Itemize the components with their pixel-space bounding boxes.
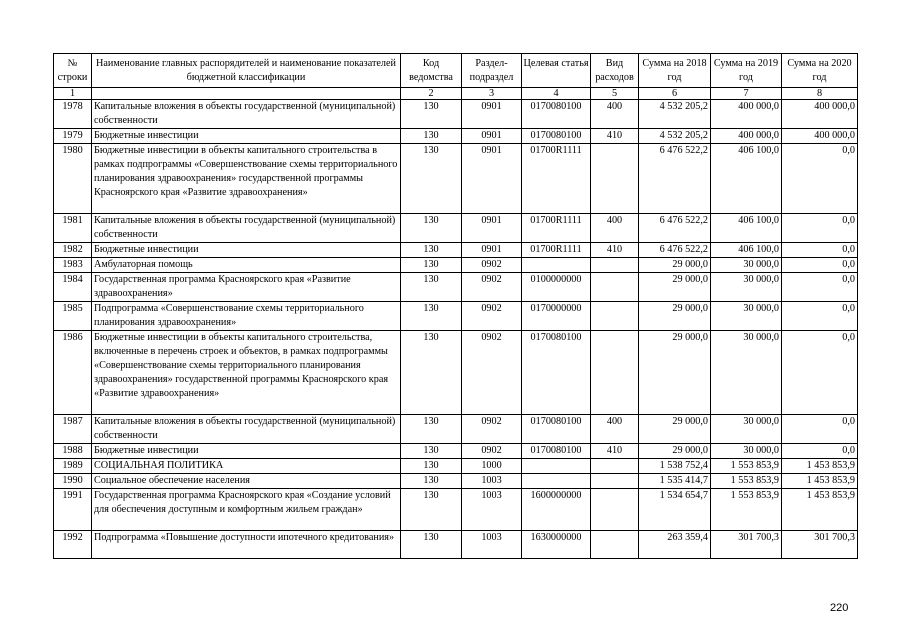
sum-2018-cell: 1 538 752,4 xyxy=(639,459,711,474)
row-number-cell: 1989 xyxy=(54,459,92,474)
sum-2020-cell: 0,0 xyxy=(782,258,858,273)
department-code-cell: 130 xyxy=(401,273,462,302)
section-code-cell: 1000 xyxy=(462,459,522,474)
sum-2020-cell: 0,0 xyxy=(782,273,858,302)
sum-2020-cell: 400 000,0 xyxy=(782,100,858,129)
row-name-cell: Государственная программа Красноярского края «Развитие здравоохранения» xyxy=(92,273,401,302)
header-department-code: Код ведомства xyxy=(401,54,462,88)
sum-2020-cell: 0,0 xyxy=(782,302,858,331)
row-name-cell: Бюджетные инвестиции в объекты капитального строительства в рамках подпрограммы «Совершенствование схемы территориального планирования здравоохранения» государственной программы Красноярского края «Развитие здравоохранения» xyxy=(92,144,401,214)
column-number xyxy=(92,88,401,100)
sum-2018-cell: 29 000,0 xyxy=(639,273,711,302)
row-number-cell: 1985 xyxy=(54,302,92,331)
table-row xyxy=(54,444,858,459)
department-code-cell: 130 xyxy=(401,489,462,531)
department-code-cell: 130 xyxy=(401,331,462,415)
sum-2019-cell: 30 000,0 xyxy=(711,258,782,273)
column-number: 8 xyxy=(782,88,858,100)
sum-2020-cell: 301 700,3 xyxy=(782,531,858,559)
row-number-cell: 1986 xyxy=(54,331,92,415)
expense-type-cell: 400 xyxy=(591,415,639,444)
target-article-cell: 0170080100 xyxy=(522,331,591,415)
sum-2018-cell: 1 534 654,7 xyxy=(639,489,711,531)
row-number-cell: 1981 xyxy=(54,214,92,243)
header-row-number: № строки xyxy=(54,54,92,88)
table-body xyxy=(54,100,858,559)
row-number-cell: 1988 xyxy=(54,444,92,459)
sum-2020-cell: 1 453 853,9 xyxy=(782,459,858,474)
target-article-cell xyxy=(522,474,591,489)
table-row xyxy=(54,302,858,331)
target-article-cell: 0170080100 xyxy=(522,415,591,444)
column-number-row xyxy=(54,88,858,100)
sum-2018-cell: 6 476 522,2 xyxy=(639,243,711,258)
row-number-cell: 1980 xyxy=(54,144,92,214)
row-name-cell: Капитальные вложения в объекты государственной (муниципальной) собственности xyxy=(92,214,401,243)
row-name-cell: Капитальные вложения в объекты государственной (муниципальной) собственности xyxy=(92,415,401,444)
sum-2020-cell: 0,0 xyxy=(782,144,858,214)
row-name-cell: Бюджетные инвестиции в объекты капитального строительства, включенные в перечень строек и объектов, в рамках подпрограммы «Совершенствование схемы территориального планирования здравоохранения» государственной программы Красноярского края «Развитие здравоохранения» xyxy=(92,331,401,415)
sum-2018-cell: 29 000,0 xyxy=(639,415,711,444)
sum-2018-cell: 29 000,0 xyxy=(639,302,711,331)
section-code-cell: 0902 xyxy=(462,302,522,331)
sum-2019-cell: 406 100,0 xyxy=(711,214,782,243)
department-code-cell: 130 xyxy=(401,100,462,129)
department-code-cell: 130 xyxy=(401,214,462,243)
header-target-article: Целевая статья xyxy=(522,54,591,88)
table-row xyxy=(54,459,858,474)
target-article-cell: 1630000000 xyxy=(522,531,591,559)
table-row xyxy=(54,243,858,258)
table-row xyxy=(54,100,858,129)
sum-2019-cell: 30 000,0 xyxy=(711,415,782,444)
target-article-cell: 0170000000 xyxy=(522,302,591,331)
target-article-cell: 01700R1111 xyxy=(522,144,591,214)
sum-2020-cell: 0,0 xyxy=(782,243,858,258)
row-name-cell: Подпрограмма «Повышение доступности ипотечного кредитования» xyxy=(92,531,401,559)
sum-2020-cell: 0,0 xyxy=(782,415,858,444)
sum-2018-cell: 29 000,0 xyxy=(639,258,711,273)
section-code-cell: 0902 xyxy=(462,331,522,415)
row-number-cell: 1983 xyxy=(54,258,92,273)
section-code-cell: 0902 xyxy=(462,415,522,444)
expense-type-cell xyxy=(591,273,639,302)
row-name-cell: Капитальные вложения в объекты государственной (муниципальной) собственности xyxy=(92,100,401,129)
table-row xyxy=(54,258,858,273)
department-code-cell: 130 xyxy=(401,415,462,444)
expense-type-cell: 400 xyxy=(591,100,639,129)
header-section: Раздел-подраздел xyxy=(462,54,522,88)
row-number-cell: 1982 xyxy=(54,243,92,258)
expense-type-cell: 410 xyxy=(591,444,639,459)
sum-2019-cell: 406 100,0 xyxy=(711,243,782,258)
department-code-cell: 130 xyxy=(401,444,462,459)
row-name-cell: СОЦИАЛЬНАЯ ПОЛИТИКА xyxy=(92,459,401,474)
row-number-cell: 1978 xyxy=(54,100,92,129)
expense-type-cell: 410 xyxy=(591,129,639,144)
row-number-cell: 1987 xyxy=(54,415,92,444)
column-number: 1 xyxy=(54,88,92,100)
section-code-cell: 0902 xyxy=(462,258,522,273)
page-number: 220 xyxy=(830,602,849,614)
sum-2019-cell: 30 000,0 xyxy=(711,331,782,415)
sum-2019-cell: 406 100,0 xyxy=(711,144,782,214)
column-number: 7 xyxy=(711,88,782,100)
header-sum-2020: Сумма на 2020 год xyxy=(782,54,858,88)
sum-2018-cell: 1 535 414,7 xyxy=(639,474,711,489)
row-number-cell: 1990 xyxy=(54,474,92,489)
department-code-cell: 130 xyxy=(401,129,462,144)
expense-type-cell xyxy=(591,474,639,489)
sum-2019-cell: 400 000,0 xyxy=(711,100,782,129)
sum-2020-cell: 0,0 xyxy=(782,444,858,459)
sum-2019-cell: 1 553 853,9 xyxy=(711,459,782,474)
expense-type-cell xyxy=(591,331,639,415)
row-number-cell: 1979 xyxy=(54,129,92,144)
sum-2018-cell: 6 476 522,2 xyxy=(639,144,711,214)
budget-table xyxy=(53,53,858,559)
department-code-cell: 130 xyxy=(401,531,462,559)
target-article-cell: 1600000000 xyxy=(522,489,591,531)
row-number-cell: 1992 xyxy=(54,531,92,559)
sum-2019-cell: 400 000,0 xyxy=(711,129,782,144)
row-name-cell: Бюджетные инвестиции xyxy=(92,444,401,459)
budget-document xyxy=(53,53,857,559)
table-row xyxy=(54,531,858,559)
row-name-cell: Бюджетные инвестиции xyxy=(92,129,401,144)
row-name-cell: Бюджетные инвестиции xyxy=(92,243,401,258)
target-article-cell: 0170080100 xyxy=(522,129,591,144)
department-code-cell: 130 xyxy=(401,144,462,214)
column-number: 2 xyxy=(401,88,462,100)
table-row xyxy=(54,474,858,489)
sum-2020-cell: 1 453 853,9 xyxy=(782,489,858,531)
table-row xyxy=(54,415,858,444)
sum-2018-cell: 6 476 522,2 xyxy=(639,214,711,243)
sum-2019-cell: 1 553 853,9 xyxy=(711,489,782,531)
column-number: 3 xyxy=(462,88,522,100)
row-name-cell: Подпрограмма «Совершенствование схемы территориального планирования здравоохранения» xyxy=(92,302,401,331)
sum-2019-cell: 30 000,0 xyxy=(711,444,782,459)
section-code-cell: 1003 xyxy=(462,474,522,489)
sum-2020-cell: 1 453 853,9 xyxy=(782,474,858,489)
table-row xyxy=(54,489,858,531)
section-code-cell: 0902 xyxy=(462,444,522,459)
header-sum-2018: Сумма на 2018 год xyxy=(639,54,711,88)
table-row xyxy=(54,129,858,144)
sum-2018-cell: 29 000,0 xyxy=(639,444,711,459)
row-name-cell: Государственная программа Красноярского края «Создание условий для обеспечения доступным и комфортным жильем граждан» xyxy=(92,489,401,531)
department-code-cell: 130 xyxy=(401,302,462,331)
expense-type-cell xyxy=(591,489,639,531)
sum-2019-cell: 1 553 853,9 xyxy=(711,474,782,489)
header-expense-type: Вид расходов xyxy=(591,54,639,88)
header-row xyxy=(54,54,858,88)
section-code-cell: 0902 xyxy=(462,273,522,302)
target-article-cell xyxy=(522,459,591,474)
expense-type-cell: 400 xyxy=(591,214,639,243)
target-article-cell: 0100000000 xyxy=(522,273,591,302)
target-article-cell: 0170080100 xyxy=(522,100,591,129)
department-code-cell: 130 xyxy=(401,474,462,489)
sum-2020-cell: 0,0 xyxy=(782,331,858,415)
sum-2019-cell: 301 700,3 xyxy=(711,531,782,559)
section-code-cell: 0901 xyxy=(462,214,522,243)
target-article-cell: 0170080100 xyxy=(522,444,591,459)
section-code-cell: 0901 xyxy=(462,100,522,129)
section-code-cell: 0901 xyxy=(462,129,522,144)
department-code-cell: 130 xyxy=(401,243,462,258)
header-name: Наименование главных распорядителей и наименование показателей бюджетной классификации xyxy=(92,54,401,88)
expense-type-cell xyxy=(591,302,639,331)
section-code-cell: 0901 xyxy=(462,243,522,258)
row-name-cell: Амбулаторная помощь xyxy=(92,258,401,273)
column-number: 5 xyxy=(591,88,639,100)
section-code-cell: 0901 xyxy=(462,144,522,214)
sum-2018-cell: 4 532 205,2 xyxy=(639,129,711,144)
expense-type-cell xyxy=(591,459,639,474)
target-article-cell xyxy=(522,258,591,273)
sum-2019-cell: 30 000,0 xyxy=(711,273,782,302)
sum-2018-cell: 4 532 205,2 xyxy=(639,100,711,129)
section-code-cell: 1003 xyxy=(462,489,522,531)
sum-2020-cell: 0,0 xyxy=(782,214,858,243)
column-number: 6 xyxy=(639,88,711,100)
expense-type-cell xyxy=(591,144,639,214)
sum-2018-cell: 263 359,4 xyxy=(639,531,711,559)
target-article-cell: 01700R1111 xyxy=(522,243,591,258)
section-code-cell: 1003 xyxy=(462,531,522,559)
expense-type-cell: 410 xyxy=(591,243,639,258)
sum-2018-cell: 29 000,0 xyxy=(639,331,711,415)
column-number: 4 xyxy=(522,88,591,100)
department-code-cell: 130 xyxy=(401,459,462,474)
expense-type-cell xyxy=(591,531,639,559)
table-row xyxy=(54,214,858,243)
sum-2019-cell: 30 000,0 xyxy=(711,302,782,331)
table-row xyxy=(54,273,858,302)
department-code-cell: 130 xyxy=(401,258,462,273)
header-sum-2019: Сумма на 2019 год xyxy=(711,54,782,88)
sum-2020-cell: 400 000,0 xyxy=(782,129,858,144)
target-article-cell: 01700R1111 xyxy=(522,214,591,243)
row-number-cell: 1984 xyxy=(54,273,92,302)
table-row xyxy=(54,331,858,415)
table-row xyxy=(54,144,858,214)
expense-type-cell xyxy=(591,258,639,273)
row-name-cell: Социальное обеспечение населения xyxy=(92,474,401,489)
row-number-cell: 1991 xyxy=(54,489,92,531)
